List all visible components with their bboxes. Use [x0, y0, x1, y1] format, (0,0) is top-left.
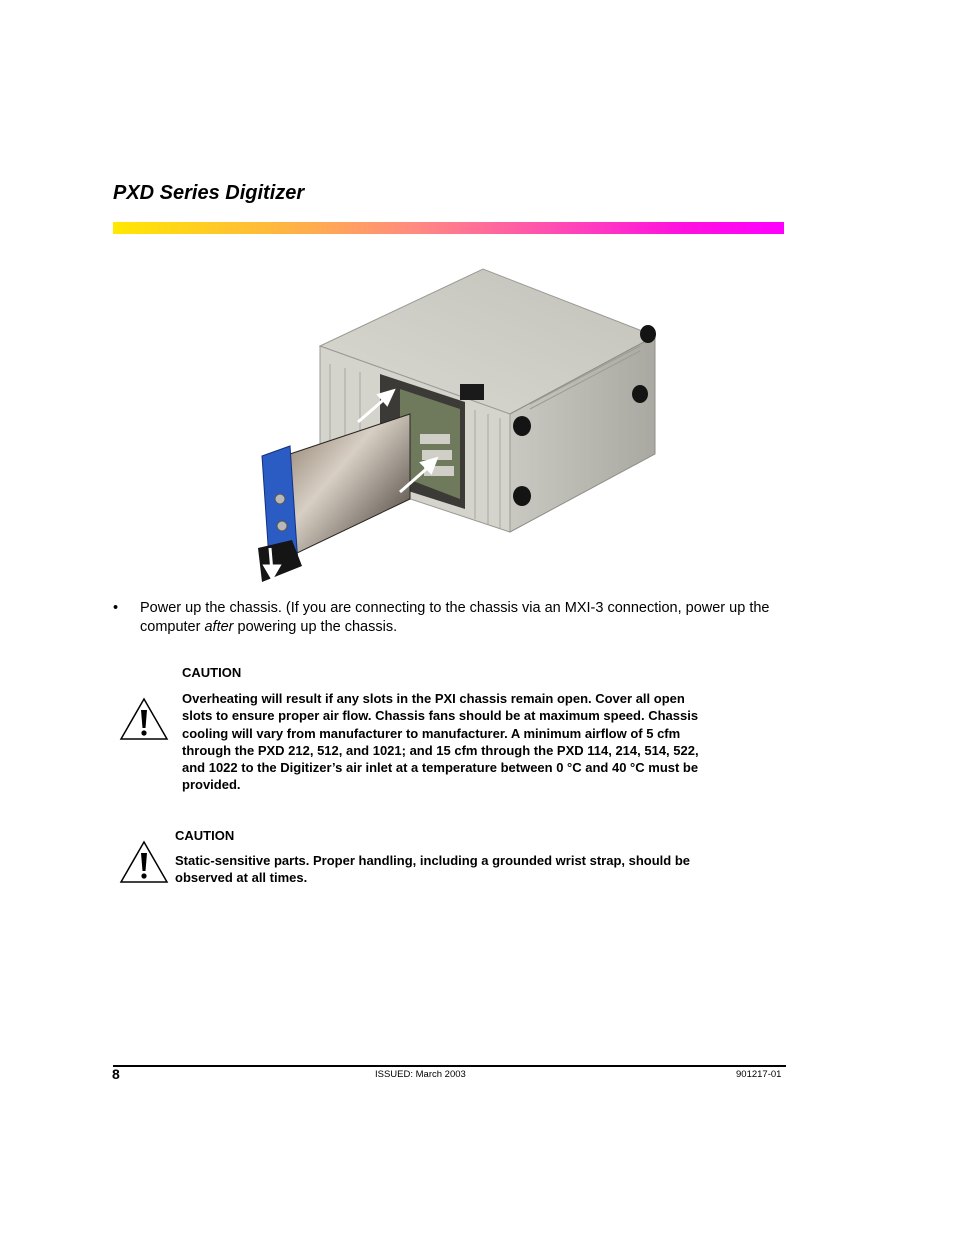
chassis-photo — [250, 264, 660, 586]
caution-line: Static-sensitive parts. Proper handling, including a grounded wrist strap, should be — [175, 853, 691, 868]
caution-text — [182, 690, 699, 794]
issued-date: ISSUED: March 2003 — [375, 1069, 466, 1080]
caution-line: and 1022 to the Digitizer’s air inlet at a temperature between 0 °C and 40 °C must be — [182, 760, 699, 776]
document-number: 901217-01 — [736, 1069, 782, 1080]
bullet-text-emphasis: after — [204, 619, 234, 635]
page-number: 8 — [112, 1066, 120, 1082]
bullet-text-end: powering up the chassis. — [233, 619, 398, 635]
bullet-text-start: Power up the chassis. (If you are connecting to the chassis via an MXI-3 connection, power up the computer — [140, 600, 770, 635]
footer-rule — [113, 1065, 786, 1067]
warning-triangle-icon — [119, 697, 169, 741]
caution-line: through the PXD 212, 512, and 1021; and 15 cfm through the PXD 114, 214, 514, 522, — [182, 742, 699, 758]
warning-triangle-icon — [119, 840, 169, 884]
caution-line: Overheating will result if any slots in the PXI chassis remain open. Cover all open — [182, 691, 685, 706]
caution-line: slots to ensure proper air flow. Chassis fans should be at maximum speed. Chassis — [182, 708, 699, 724]
caution-line: provided. — [182, 777, 241, 793]
caution-heading: CAUTION — [182, 665, 242, 680]
caution-heading: CAUTION — [175, 828, 235, 843]
caution-line: cooling will vary from manufacturer to manufacturer. A minimum airflow of 5 cfm — [182, 725, 681, 741]
caution-text — [175, 852, 690, 887]
bullet-item — [113, 599, 793, 637]
title-gradient-bar — [113, 222, 784, 234]
bullet-text — [140, 599, 793, 637]
bullet-symbol: • — [113, 600, 119, 616]
page-title: PXD Series Digitizer — [113, 182, 305, 204]
caution-line: observed at all times. — [175, 870, 308, 886]
